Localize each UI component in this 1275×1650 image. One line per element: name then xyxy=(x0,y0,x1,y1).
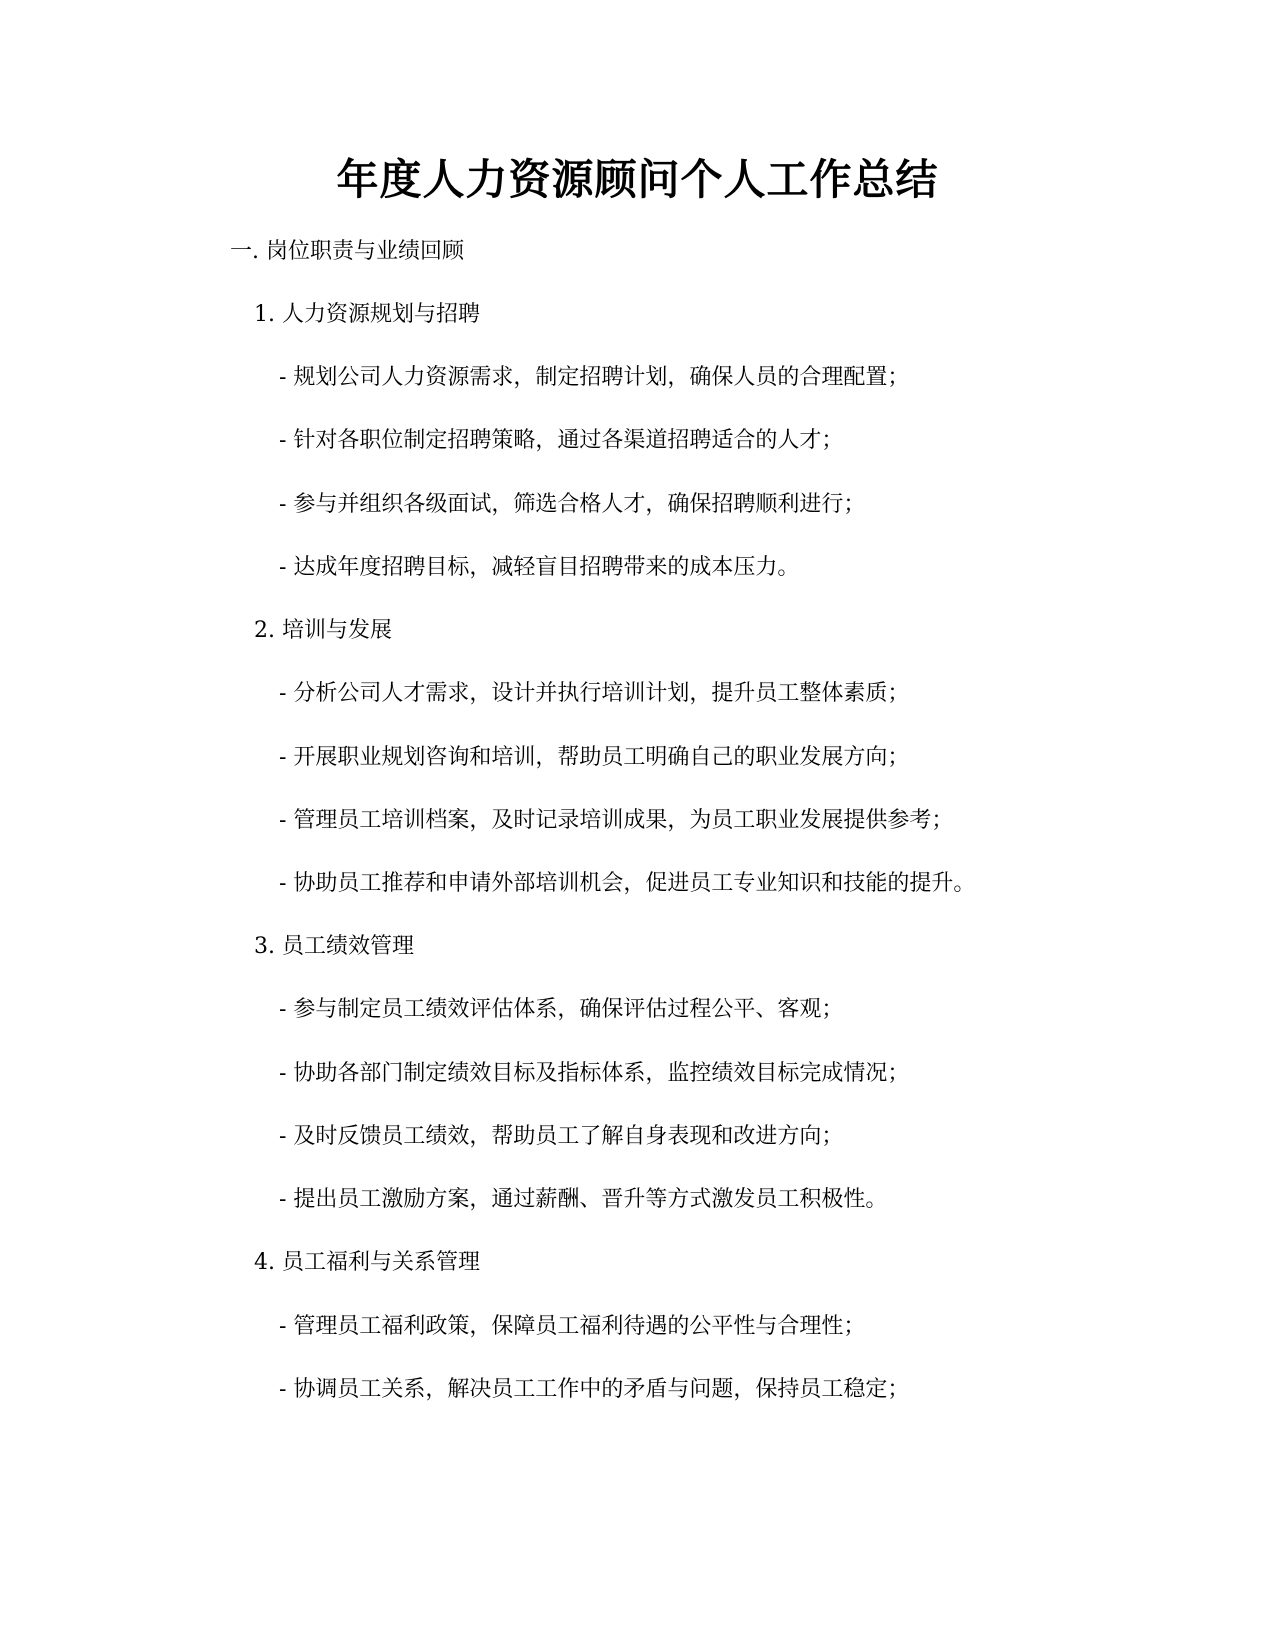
subsection-heading: 1. 人力资源规划与招聘 xyxy=(254,302,480,327)
list-item: - 规划公司人力资源需求，制定招聘计划，确保人员的合理配置； xyxy=(279,365,910,390)
list-item: - 协助各部门制定绩效目标及指标体系，监控绩效目标完成情况； xyxy=(279,1061,910,1086)
document-title: 年度人力资源顾问个人工作总结 xyxy=(336,155,939,204)
list-item: - 达成年度招聘目标，减轻盲目招聘带来的成本压力。 xyxy=(279,555,800,580)
list-item: - 分析公司人才需求，设计并执行培训计划，提升员工整体素质； xyxy=(279,681,910,706)
subsection-heading: 3. 员工绩效管理 xyxy=(254,934,414,959)
list-item: - 及时反馈员工绩效，帮助员工了解自身表现和改进方向； xyxy=(279,1124,844,1149)
list-item: - 参与并组织各级面试，筛选合格人才，确保招聘顺利进行； xyxy=(279,492,866,517)
list-item: - 协调员工关系，解决员工工作中的矛盾与问题，保持员工稳定； xyxy=(279,1377,910,1402)
list-item: - 管理员工福利政策，保障员工福利待遇的公平性与合理性； xyxy=(279,1314,866,1339)
subsection-heading: 4. 员工福利与关系管理 xyxy=(254,1250,480,1275)
list-item: - 参与制定员工绩效评估体系，确保评估过程公平、客观； xyxy=(279,997,844,1022)
list-item: - 针对各职位制定招聘策略，通过各渠道招聘适合的人才； xyxy=(279,428,844,453)
section-heading: 一. 岗位职责与业绩回顾 xyxy=(230,239,464,264)
list-item: - 开展职业规划咨询和培训，帮助员工明确自己的职业发展方向； xyxy=(279,745,910,770)
list-item: - 协助员工推荐和申请外部培训机会，促进员工专业知识和技能的提升。 xyxy=(279,871,976,896)
list-item: - 提出员工激励方案，通过薪酬、晋升等方式激发员工积极性。 xyxy=(279,1187,888,1212)
list-item: - 管理员工培训档案，及时记录培训成果，为员工职业发展提供参考； xyxy=(279,808,954,833)
subsection-heading: 2. 培训与发展 xyxy=(254,618,392,643)
